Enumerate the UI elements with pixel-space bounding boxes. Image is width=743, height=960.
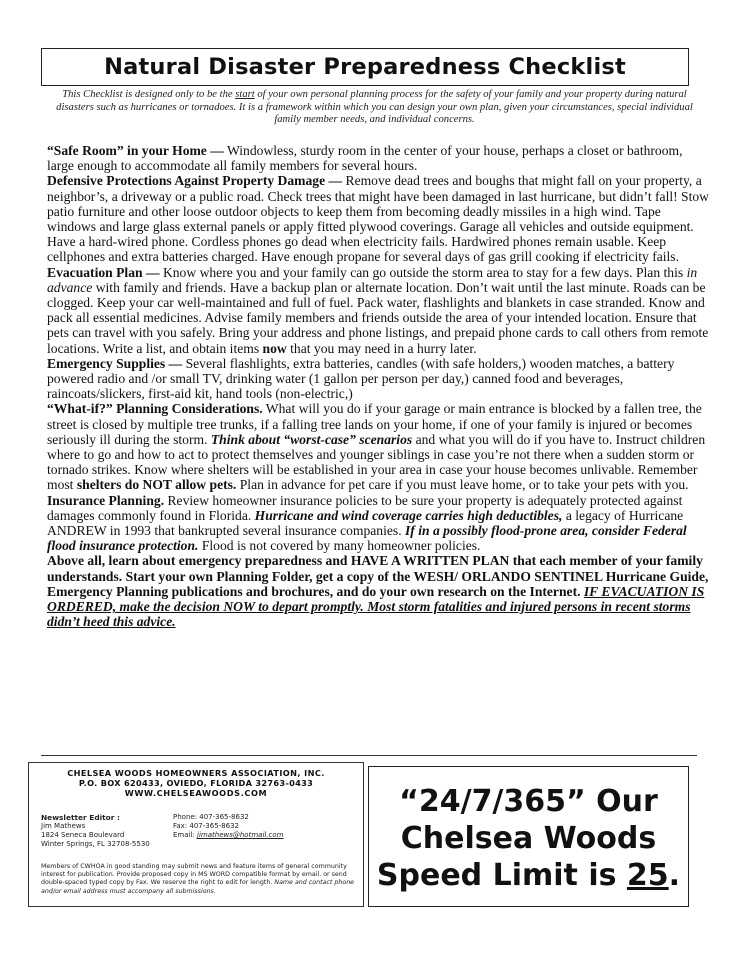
email-label: Email: [173, 831, 198, 839]
editor-city: Winter Springs, FL 32708-5530 [41, 840, 150, 848]
insurance-text2: a legacy of Hurricane ANDREW in 1993 that bankrupted several insurance companies. [47, 507, 684, 539]
what-if-text3: Plan in advance for pet care if you must leave home, or to take your pets with you. [236, 477, 689, 493]
email-link[interactable]: jimathews@hotmail.com [197, 831, 284, 839]
contact-phone: Phone: 407-365-8632 [173, 813, 249, 821]
insurance-bold-italic1: Hurricane and wind coverage carries high deductibles, [254, 507, 563, 523]
speed-line-2: Chelsea Woods [400, 821, 657, 856]
association-website: WWW.CHELSEAWOODS.COM [124, 788, 268, 798]
members-note [41, 863, 356, 896]
title-box [41, 48, 689, 86]
contact-email-row [173, 831, 353, 840]
intro-underlined: start [235, 89, 255, 100]
section-insurance [47, 493, 710, 554]
association-box [28, 762, 364, 907]
evacuation-text3: that you may need in a hurry later. [286, 340, 477, 356]
closing-underlined: IF EVACUATION IS ORDERED, make the decision NOW to depart promptly. Most storm fatalities and injured persons in recent storms didn’t heed this advice. [47, 583, 705, 630]
safe-room-text: Windowless, sturdy room in the center of your house, perhaps a closet or bathroom, large enough to accommodate all family members for several hours. [47, 143, 683, 174]
supplies-text: Several flashlights, extra batteries, candles (with safe holders,) wooden matches, a battery powered radio and /or small TV, drinking water (1 gallon per person per day,) canned food and beverages, raincoats/slickers, first-aid kit, hand tools (non-electric,) [47, 355, 675, 402]
intro-part1: This Checklist is designed only to be the [62, 89, 236, 100]
page-title: Natural Disaster Preparedness Checklist [104, 54, 626, 80]
section-supplies [47, 356, 710, 402]
insurance-text1: Review homeowner insurance policies to be sure your property is adequately protected against damages commonly found in Florida. [47, 492, 683, 523]
insurance-heading: Insurance Planning. [47, 492, 165, 508]
section-closing [47, 553, 710, 629]
speed-limit-box [368, 766, 689, 907]
section-what-if [47, 401, 710, 492]
safe-room-heading: “Safe Room” in your Home — [47, 143, 224, 158]
evacuation-text1: Know where you and your family can go outside the storm area to stay for a few days. Plan this [159, 264, 687, 280]
evacuation-text2: with family and friends. Have a backup plan or alternate location. Don’t wait until the last minute. Roads can be clogged. Keep your car well-maintained and full of fuel. Pack water, flashlights and blankets in case stranded. Know and pack all essential medicines. Advise family members and friends outside the area of your intended location. Ensure that pets can travel with you safely. Bring your address and phone listings, and prepaid phone cards to call others from remote locations. Write a list, and obtain items [47, 279, 709, 356]
speed-line-3 [369, 857, 688, 894]
members-note-text: Members of CWHOA in good standing may submit news and feature items of general community interest for publication. Provide proposed copy in MS WORD compatible format by email. or send double-spaced typed copy by Fax. We reserve the right to edit for length. [41, 863, 347, 887]
evacuation-bold: now [262, 340, 287, 356]
checklist-body [47, 143, 710, 630]
section-divider [41, 755, 697, 756]
editor-title: Newsletter Editor : [41, 813, 120, 822]
contact-info [173, 813, 353, 840]
editor-info [41, 813, 181, 849]
section-evacuation [47, 265, 710, 356]
what-if-bold-italic: Think about “worst-case” scenarios [210, 431, 413, 447]
association-header [29, 768, 363, 798]
speed-prefix: Speed Limit is [376, 858, 627, 893]
editor-name: Jim Mathews [41, 822, 86, 830]
members-note-italic: Name and contact phone and/or email address must accompany all submissions. [41, 879, 355, 895]
insurance-text3: Flood is not covered by many homeowner policies. [198, 538, 481, 554]
contact-fax: Fax: 407-365-8632 [173, 822, 239, 830]
what-if-text2: and what you will do if you have to. Instruct children where to go and how to act to protect themselves and younger siblings in case you’re not there when a sudden storm or tornado strikes. Know where shelters will be established in your area in case your house becomes unlivable. Remember most [47, 431, 706, 493]
evacuation-italic: in advance [47, 264, 698, 295]
speed-suffix: . [668, 858, 681, 893]
defensive-heading: Defensive Protections Against Property Damage — [47, 173, 343, 189]
association-name: CHELSEA WOODS HOMEOWNERS ASSOCIATION, INC. [67, 768, 325, 778]
speed-line-1: “24/7/365” Our [399, 784, 658, 819]
supplies-heading: Emergency Supplies — [47, 355, 183, 371]
speed-limit-number: 25 [626, 858, 669, 893]
section-safe-room [47, 143, 710, 173]
evacuation-heading: Evacuation Plan — [47, 264, 160, 280]
what-if-text1: What will you do if your garage or main entrance is blocked by a fallen tree, the street is closed by multiple tree trunks, if a falling tree lands on your home, if one of your family is injured or becomes seriously ill during the storm. [47, 401, 702, 447]
intro-text [47, 89, 702, 127]
editor-street: 1824 Seneca Boulevard [41, 831, 125, 839]
intro-part2: of your own personal planning process for the safety of your family and your property during natural disasters such as hurricanes or tornadoes. It is a framework within which you can design your own plan, given your circumstances, special individual family member needs, and individual concerns. [56, 89, 693, 126]
association-address: P.O. BOX 620433, OVIEDO, FLORIDA 32763-0433 [78, 778, 314, 788]
defensive-text: Remove dead trees and boughs that might fall on your property, a neighbor’s, a driveway or a public road. Check trees that might have been damaged in last hurricane, but didn’t fall! Stow patio furniture and other loose outdoor objects to keep them from becoming deadly missiles in a high wind. Tape windows and large glass external panels or apply fitted plywood coverings. Garage all vehicles and outside equipment. Have a hard-wired phone. Cordless phones go dead when electricity fails. Hardwired phones remain usable. Keep cellphones and extra batteries charged. Have enough propane for several days of gas grill cooking if electricity fails. [47, 173, 709, 265]
insurance-bold-italic2: If in a possibly flood-prone area, consider Federal flood insurance protection. [47, 523, 687, 554]
what-if-bold: shelters do NOT allow pets. [76, 477, 237, 493]
closing-text: Above all, learn about emergency preparedness and HAVE A WRITTEN PLAN that each member of your family understands. Start your own Planning Folder, get a copy of the WESH/ ORLANDO SENTINEL Hurricane Guide, Emergency Planning publications and brochures, and do your own research on the Internet. [47, 553, 709, 599]
what-if-heading: “What-if?” Planning Considerations. [47, 401, 263, 417]
section-defensive [47, 173, 710, 264]
